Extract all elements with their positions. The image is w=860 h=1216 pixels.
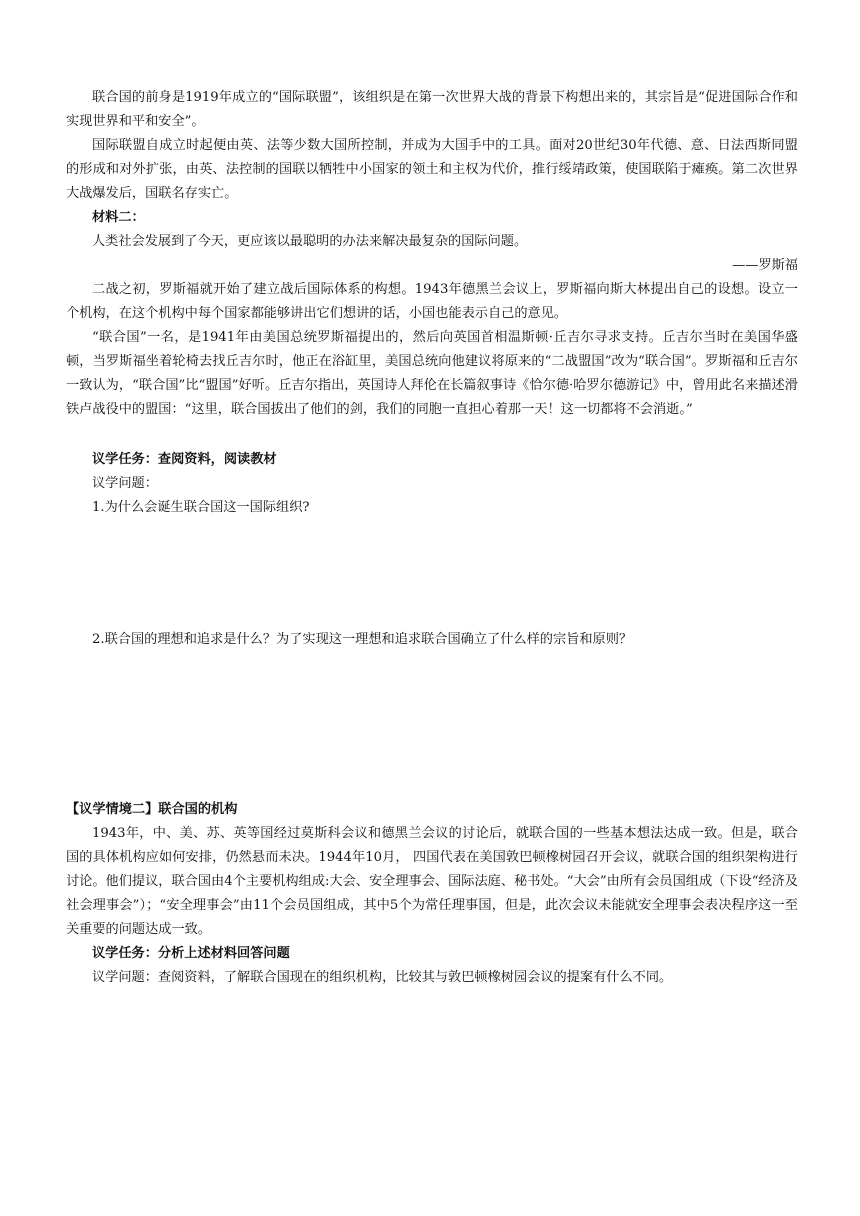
- material2-heading: 材料二：: [92, 210, 145, 225]
- scenario2-paragraph: 1943年，中、美、苏、英等国经过莫斯科会议和德黑兰会议的讨论后，就联合国的一些基本想法达成一致。但是，联合国的具体机构应如何安排，仍然悬而未决。1944年10月， 四国代表在美国敦巴顿橡树园召开会议，就联合国的组织架构进行讨论。他们提议，联合国由4个主要机构组成:大会、安全理事会、国际法庭、秘书处。“大会”由所有会员国组成（下设“经济及社会理事会”）；“安全理事会”由11个会员国组成，其中5个为常任理事国，但是，此次会议未能就安全理事会表决程序这一至关重要的问题达成一致。: [66, 826, 798, 937]
- document-content: [66, 86, 798, 990]
- scenario1-question-1: 1.为什么会诞生联合国这一国际组织?: [92, 500, 310, 515]
- scenario2-question: 议学问题：查阅资料，了解联合国现在的组织机构，比较其与敦巴顿橡树园会议的提案有什么不同。: [92, 970, 673, 985]
- material1-paragraph-1: 联合国的前身是1919年成立的“国际联盟”，该组织是在第一次世界大战的背景下构想出来的，其宗旨是“促进国际合作和实现世界和平和安全”。: [66, 90, 798, 129]
- answer-space-1: [66, 520, 798, 628]
- scenario2-heading: 【议学情境二】联合国的机构: [66, 802, 238, 817]
- material2-paragraph-1: 二战之初，罗斯福就开始了建立战后国际体系的构想。1943年德黑兰会议上，罗斯福向斯大林提出自己的设想。设立一个机构，在这个机构中每个国家都能够讲出它们想讲的话，小国也能表示自己的意见。: [66, 282, 798, 321]
- material2-paragraph-2: “联合国”一名，是1941年由美国总统罗斯福提出的，然后向英国首相温斯顿·丘吉尔寻求支持。丘吉尔当时在美国华盛顿，当罗斯福坐着轮椅去找丘吉尔时，他正在浴缸里，美国总统向他建议将原来的“二战盟国”改为“联合国”。罗斯福和丘吉尔一致认为，“联合国”比“盟国”好听。丘吉尔指出，英国诗人拜伦在长篇叙事诗《恰尔德·哈罗尔德游记》中，曾用此名来描述滑铁卢战役中的盟国：“这里，联合国拔出了他们的剑，我们的同胞一直担心着那一天！这一切都将不会消逝。”: [66, 330, 798, 417]
- material2-attribution: ——罗斯福: [732, 258, 798, 273]
- scenario2-task: 议学任务：分析上述材料回答问题: [92, 946, 290, 961]
- scenario1-task: 议学任务：查阅资料，阅读教材: [92, 452, 277, 467]
- scenario1-question-2: 2.联合国的理想和追求是什么？为了实现这一理想和追求联合国确立了什么样的宗旨和原则？: [92, 632, 633, 647]
- answer-space-2: [66, 652, 798, 798]
- material1-paragraph-2: 国际联盟自成立时起便由英、法等少数大国所控制，并成为大国手中的工具。面对20世纪30年代德、意、日法西斯同盟的形成和对外扩张，由英、法控制的国联以牺牲中小国家的领土和主权为代价，推行绥靖政策，使国联陷于瘫痪。第二次世界大战爆发后，国联名存实亡。: [66, 138, 798, 201]
- material2-quote: 人类社会发展到了今天，更应该以最聪明的办法来解决最复杂的国际问题。: [92, 234, 528, 249]
- scenario1-questions-label: 议学问题：: [92, 476, 158, 491]
